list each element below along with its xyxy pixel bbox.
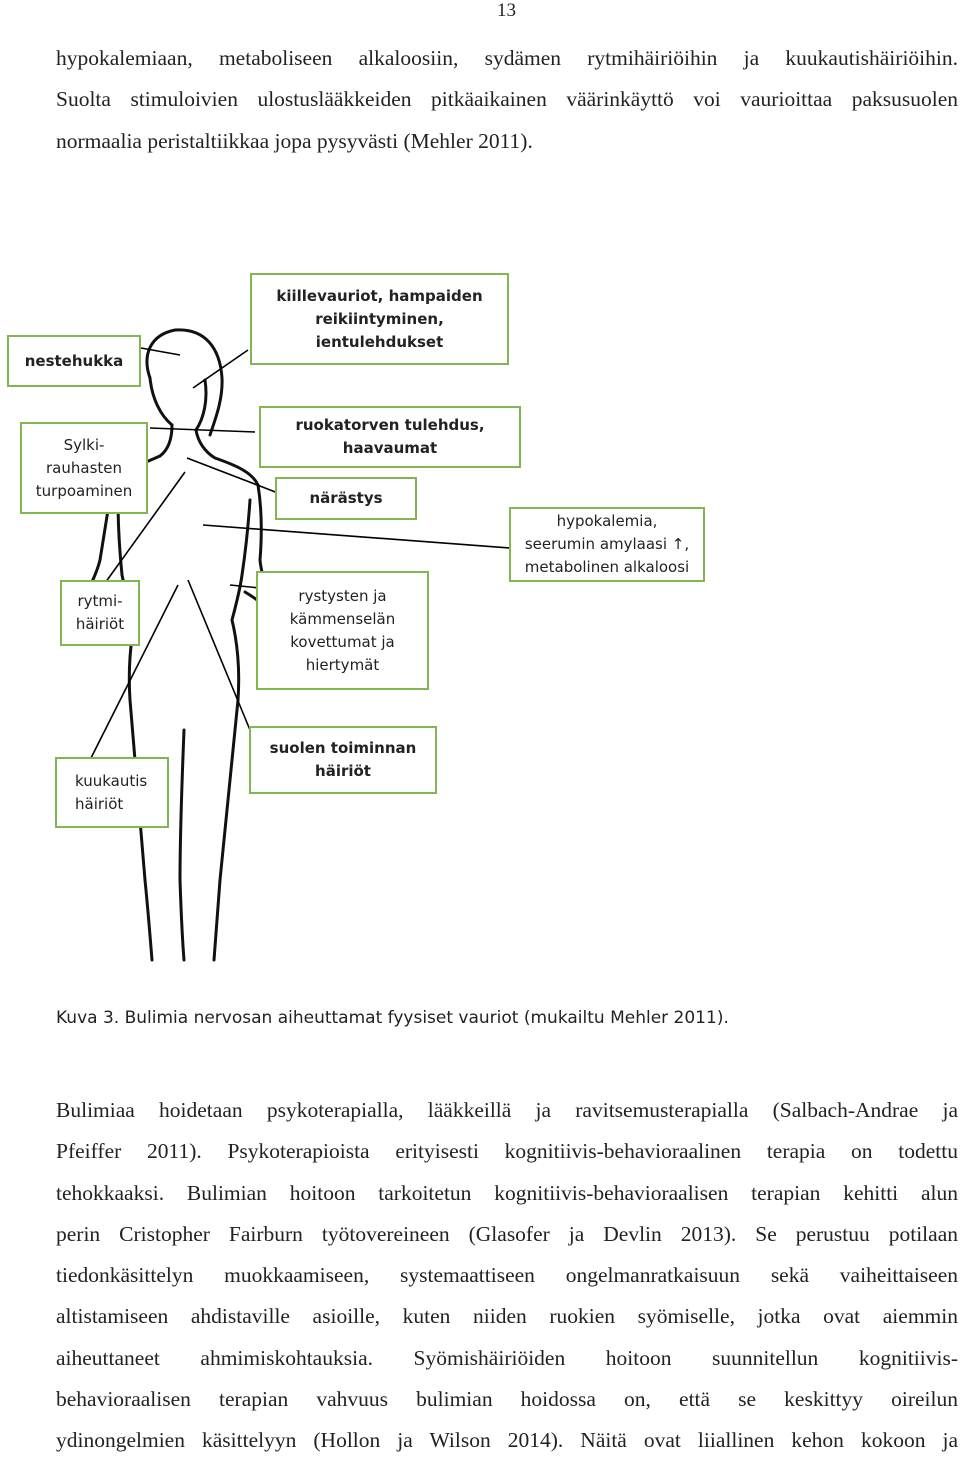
label-nestehukka: nestehukka: [7, 335, 141, 387]
label-suolen-toiminnan-hairiot: suolen toiminnan häiriöt: [249, 726, 437, 794]
figure-caption: Kuva 3. Bulimia nervosan aiheuttamat fyysiset vauriot (mukailtu Mehler 2011).: [56, 1008, 729, 1028]
text-line: tiedonkäsittelyn muokkaamiseen, systemaattiseen ongelmanratkaisuun sekä vaiheittaiseen: [56, 1263, 958, 1288]
text-line: tehokkaaksi. Bulimian hoitoon tarkoitetun kognitiivis-behavioraalisen terapian kehitti alun: [56, 1180, 958, 1205]
body-diagram-svg: [0, 260, 960, 980]
text-line: aiheuttaneet ahmimiskohtauksia. Syömishäiriöiden hoitoon suunnitellun kognitiivis-: [56, 1345, 958, 1370]
label-kuukautishairiot: kuukautis häiriöt: [55, 757, 169, 828]
label-narastys: närästys: [275, 477, 417, 520]
text-line: perin Cristopher Fairburn työtovereineen (Glasofer ja Devlin 2013). Se perustuu potilaan: [56, 1221, 958, 1246]
text-line: altistamiseen ahdistaville asioille, kuten niiden ruokien syömiselle, jotka ovat aiemmin: [56, 1304, 958, 1329]
text-line: behavioraalisen terapian vahvuus bulimian hoidossa on, että se keskittyy oireilun: [56, 1387, 958, 1412]
label-ruokatorven-tulehdus: ruokatorven tulehdus, haavaumat: [259, 406, 521, 468]
text-line: Pfeiffer 2011). Psykoterapioista erityisesti kognitiivis-behavioraalinen terapia on todettu: [56, 1139, 958, 1164]
paragraph-top: [56, 38, 958, 162]
text-line: hypokalemiaan, metaboliseen alkaloosiin, sydämen rytmihäiriöihin ja kuukautishäiriöihin.: [56, 46, 958, 70]
text-line: Suolta stimuloivien ulostuslääkkeiden pitkäaikainen väärinkäyttö voi vaurioittaa paksusuolen: [56, 87, 958, 112]
label-rystysten-kovettumat: rystysten ja kämmenselän kovettumat ja hiertymät: [256, 571, 429, 690]
text-line: normaalia peristaltiikkaa jopa pysyvästi (Mehler 2011).: [56, 128, 533, 153]
label-rytmihairiot: rytmi- häiriöt: [60, 580, 140, 646]
page-number: 13: [497, 0, 516, 21]
text-line: Bulimiaa hoidetaan psykoterapialla, lääkkeillä ja ravitsemusterapialla (Salbach-Andrae ja: [56, 1098, 958, 1122]
text-line: ydinongelmien käsittelyyn (Hollon ja Wilson 2014). Näitä ovat liiallinen kehon kokoon ja: [56, 1428, 958, 1453]
label-sylkirauhasten-turpoaminen: Sylki- rauhasten turpoaminen: [20, 422, 148, 514]
label-hypokalemia: hypokalemia, seerumin amylaasi ↑, metabolinen alkaloosi: [509, 507, 705, 582]
paragraph-bottom: [56, 1090, 958, 1462]
figure-body-diagram: [0, 260, 960, 980]
label-kiillevauriot: kiillevauriot, hampaiden reikiintyminen, ientulehdukset: [250, 273, 509, 365]
